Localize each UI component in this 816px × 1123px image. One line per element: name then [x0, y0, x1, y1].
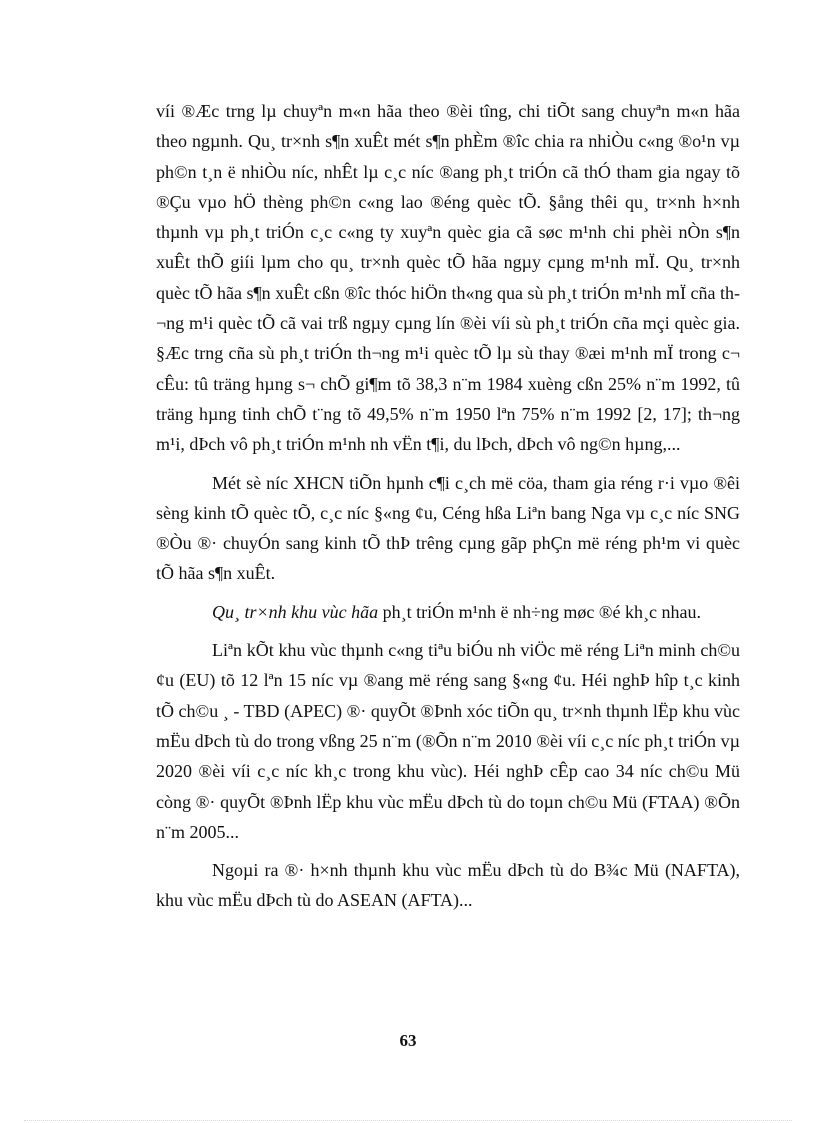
page-bottom-divider [24, 1120, 792, 1121]
body-text [156, 96, 740, 916]
paragraph-3 [156, 597, 740, 627]
paragraph-1: víi ®Æc trng lµ chuyªn m«n hãa theo ®èi tîng, chi tiÕt sang chuyªn m«n hãa theo ngµnh. Qu¸ tr×nh s¶n xuÊt mét s¶n phÈm ®îc chia ra nhiÒu c«ng ®o¹n vµ ph©n t¸n ë nhiÒu níc, nhÊt lµ c¸c níc ®ang ph¸t triÓn cã thÓ tham gia ngay tõ ®Çu vµo hÖ thèng ph©n c«ng lao ®éng quèc tÕ. §ång thêi qu¸ tr×nh h×nh thµnh vµ ph¸t triÓn c¸c c«ng ty xuyªn quèc gia cã søc m¹nh chi phèi nÒn s¶n xuÊt thÕ giíi lµm cho qu¸ tr×nh quèc tÕ hãa ngµy cµng m¹nh mÏ. Qu¸ tr×nh quèc tÕ hãa s¶n xuÊt cßn ®îc thóc hiÖn th«ng qua sù ph¸t triÓn m¹nh mÏ cña th¬ng m¹i quèc tÕ cã vai trß ngµy cµng lín ®èi víi sù ph¸t triÓn cña mçi quèc gia. §Æc trng cña sù ph¸t triÓn th¬ng m¹i quèc tÕ lµ sù thay ®æi m¹nh mÏ trong c¬ cÊu: tû träng hµng s¬ chÕ gi¶m tõ 38,3 n¨m 1984 xuèng cßn 25% n¨m 1992, tû träng hµng tinh chÕ t¨ng tõ 49,5% n¨m 1950 lªn 75% n¨m 1992 [2, 17]; th¬ng m¹i, dÞch vô ph¸t triÓn m¹nh nh vËn t¶i, du lÞch, dÞch vô ng©n hµng,... [156, 101, 740, 455]
paragraph-2: Mét sè níc XHCN tiÕn hµnh c¶i c¸ch më cöa, tham gia réng r·i vµo ®êi sèng kinh tÕ quèc tÕ, c¸c níc §«ng ¢u, Céng hßa Liªn bang Nga vµ c¸c níc SNG ®Òu ®· chuyÓn sang kinh tÕ thÞ trêng cµng gãp phÇn më réng ph¹m vi quèc tÕ hãa s¶n xuÊt. [156, 472, 740, 584]
paragraph-4: Liªn kÕt khu vùc thµnh c«ng tiªu biÓu nh viÖc më réng Liªn minh ch©u ¢u (EU) tõ 12 lªn 15 níc vµ ®ang më réng sang §«ng ¢u. Héi nghÞ hîp t¸c kinh tÕ ch©u ¸ - TBD (APEC) ®· quyÕt ®Þnh xóc tiÕn qu¸ tr×nh thµnh lËp khu vùc mËu dÞch tù do trong vßng 25 n¨m (®Õn n¨m 2010 ®èi víi c¸c níc ph¸t triÓn vµ 2020 ®èi víi c¸c níc kh¸c trong khu vùc). Héi nghÞ cÊp cao 34 níc ch©u Mü còng ®· quyÕt ®Þnh lËp khu vùc mËu dÞch tù do toµn ch©u Mü (FTAA) ®Õn n¨m 2005... [156, 640, 740, 842]
paragraph-5: Ngoµi ra ®· h×nh thµnh khu vùc mËu dÞch tù do B¾c Mü (NAFTA), khu vùc mËu dÞch tù do ASEAN (AFTA)... [156, 860, 740, 911]
paragraph-3-italic-lead: Qu¸ tr×nh khu vùc hãa [212, 601, 379, 622]
paragraph-3-rest: ph¸t triÓn m¹nh ë nh÷ng møc ®é kh¸c nhau. [378, 601, 702, 622]
page-number: 63 [399, 1031, 417, 1050]
